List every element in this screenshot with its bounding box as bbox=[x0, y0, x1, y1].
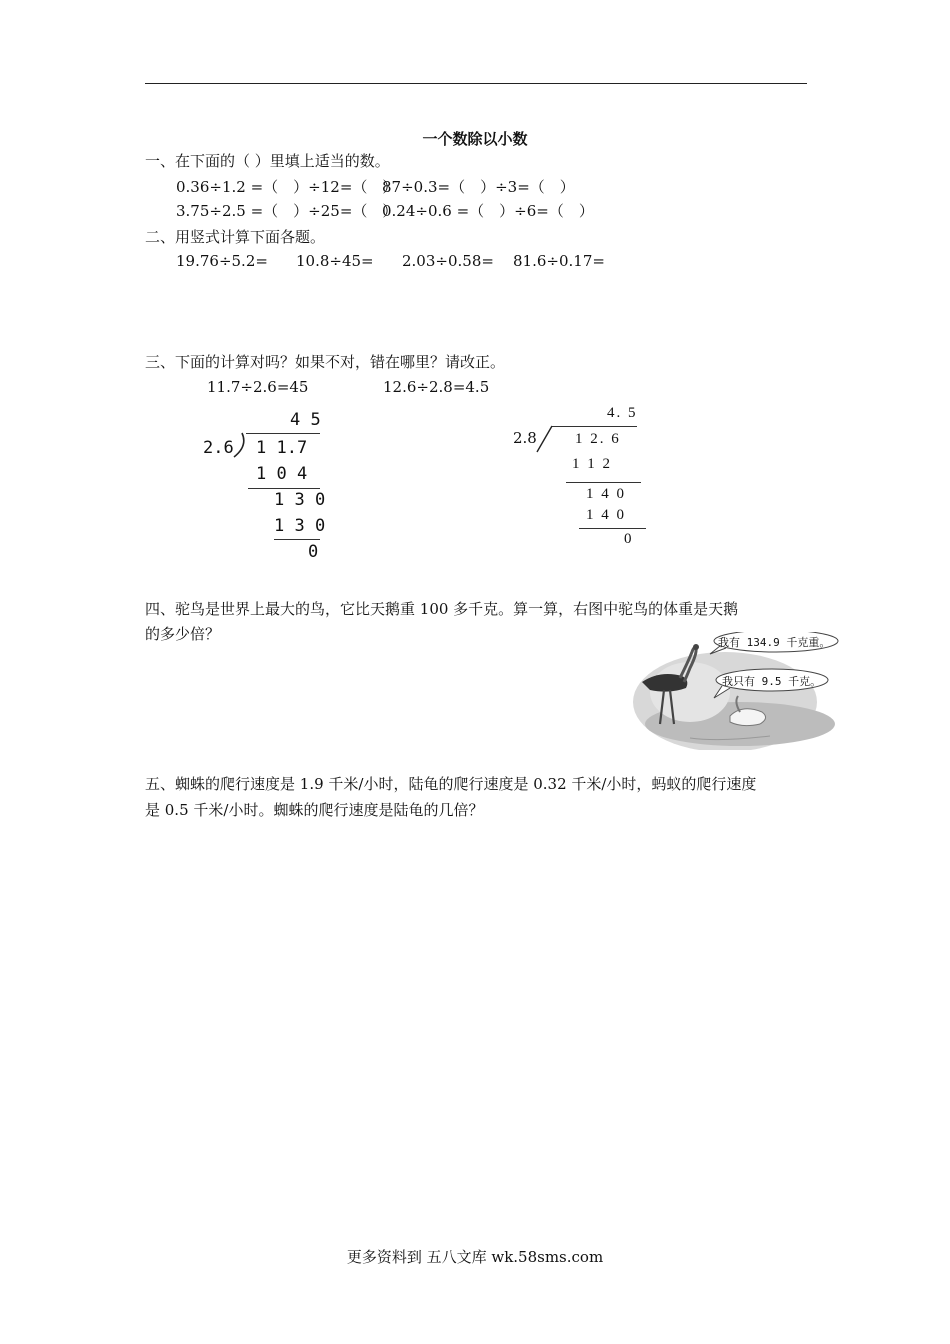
swan-speech-bubble: 我只有 9.5 千克。 bbox=[722, 675, 822, 688]
division1-remainder: 0 bbox=[308, 542, 319, 562]
division1-line bbox=[248, 488, 320, 489]
section1-row2-left: 3.75÷2.5 =（ ）÷25=（ ） bbox=[176, 202, 398, 220]
section2-item: 10.8÷45= bbox=[296, 252, 374, 270]
division2-step: 1 4 0 bbox=[586, 507, 626, 523]
section5-text-line2: 是 0.5 千米/小时。蜘蛛的爬行速度是陆龟的几倍？ bbox=[145, 801, 484, 819]
section5-text-line1: 五、蜘蛛的爬行速度是 1.9 千米/小时，陆龟的爬行速度是 0.32 千米/小时，蚂蚁的爬行速度 bbox=[145, 775, 757, 793]
header-rule bbox=[145, 83, 807, 84]
ostrich-swan-illustration bbox=[630, 632, 840, 750]
division1-divisor: 2.6 bbox=[203, 438, 234, 458]
division1-line bbox=[274, 539, 320, 540]
division2-quotient: 4. 5 bbox=[607, 405, 638, 421]
section2-item: 19.76÷5.2= bbox=[176, 252, 268, 270]
section4-text-line1: 四、驼鸟是世界上最大的鸟，它比天鹅重 100 多千克。算一算，右图中驼鸟的体重是天鹅 bbox=[145, 600, 739, 618]
ostrich-speech-bubble: 我有 134.9 千克重。 bbox=[718, 636, 831, 649]
division1-step: 1 0 4 bbox=[256, 464, 308, 484]
division2-bar bbox=[552, 426, 637, 427]
division1-quotient: 4 5 bbox=[290, 410, 321, 430]
section1-row1-left: 0.36÷1.2 =（ ）÷12=（ ） bbox=[176, 178, 398, 196]
division1-step: 1 3 0 bbox=[274, 516, 326, 536]
section3-heading: 三、下面的计算对吗？如果不对，错在哪里？请改正。 bbox=[145, 353, 506, 371]
division2-remainder: 0 bbox=[624, 531, 634, 547]
division1-step: 1 3 0 bbox=[274, 490, 326, 510]
division2-dividend: 1 2. 6 bbox=[575, 431, 621, 447]
section2-heading: 二、用竖式计算下面各题。 bbox=[145, 228, 326, 246]
section2-item: 81.6÷0.17= bbox=[513, 252, 605, 270]
section3-equation2: 12.6÷2.8=4.5 bbox=[383, 378, 490, 396]
division2-step: 1 1 2 bbox=[572, 456, 612, 472]
division1-bar bbox=[246, 433, 320, 434]
page-title: 一个数除以小数 bbox=[422, 130, 528, 148]
section2-item: 2.03÷0.58= bbox=[402, 252, 494, 270]
section1-heading: 一、在下面的（ ）里填上适当的数。 bbox=[145, 152, 390, 170]
division2-divisor: 2.8 bbox=[513, 429, 537, 447]
section4-text-line2: 的多少倍？ bbox=[145, 625, 221, 643]
division2-line bbox=[566, 482, 641, 483]
page-footer: 更多资料到 五八文库 wk.58sms.com bbox=[346, 1248, 604, 1266]
section1-row2-right: 0.24÷0.6 =（ ）÷6=（ ） bbox=[382, 202, 594, 220]
division1-dividend: 1 1.7 bbox=[256, 438, 308, 458]
section3-equation1: 11.7÷2.6=45 bbox=[207, 378, 309, 396]
section1-row1-right: 87÷0.3=（ ）÷3=（ ） bbox=[382, 178, 575, 196]
division2-line bbox=[579, 528, 646, 529]
division2-step: 1 4 0 bbox=[586, 486, 626, 502]
